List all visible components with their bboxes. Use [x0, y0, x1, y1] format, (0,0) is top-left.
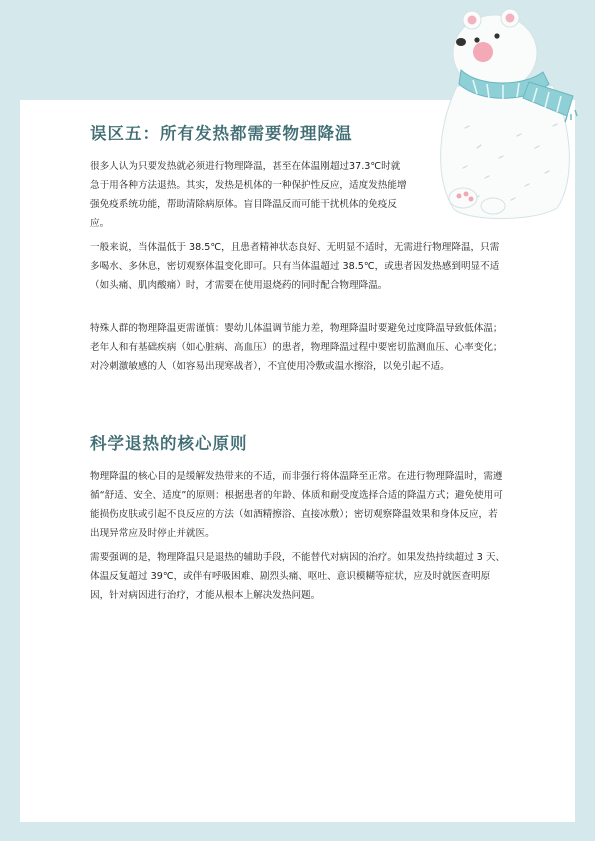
- polar-bear-with-scarf-icon: [425, 8, 585, 223]
- paragraph: 需要强调的是，物理降温只是退热的辅助手段，不能替代对病因的治疗。如果发热持续超过 3 天、体温反复超过 39℃，或伴有呼吸困难、剧烈头痛、呕吐、意识模糊等症状，应及时就医查明原因，针对病因进行治疗，才能从根本上解决发热问题。: [90, 552, 506, 601]
- section-heading-misconception-5: 误区五：所有发热都需要物理降温: [90, 124, 353, 143]
- paragraph: 物理降温的核心目的是缓解发热带来的不适，而非强行将体温降至正常。在进行物理降温时，需遵循“舒适、安全、适度”的原则：根据患者的年龄、体质和耐受度选择合适的降温方式；避免使用可能损伤皮肤或引起不良反应的方法（如酒精擦浴、直接冰敷）；密切观察降温效果和身体反应，若出现异常应及时停止并就医。: [90, 471, 503, 539]
- paragraph: 一般来说，当体温低于 38.5℃，且患者精神状态良好、无明显不适时，无需进行物理降温，只需多喝水、多休息，密切观察体温变化即可。只有当体温超过 38.5℃，或患者因发热感到明显不适（如头痛、肌肉酸痛）时，才需要在使用退烧药的同时配合物理降温。: [90, 242, 500, 291]
- paragraph: 特殊人群的物理降温更需谨慎：婴幼儿体温调节能力差，物理降温时要避免过度降温导致低体温；老年人和有基础疾病（如心脏病、高血压）的患者，物理降温过程中要密切监测血压、心率变化；对冷刺激敏感的人（如容易出现寒战者），不宜使用冷敷或温水擦浴，以免引起不适。: [90, 323, 503, 372]
- section-heading-core-principles: 科学退热的核心原则: [90, 434, 248, 453]
- paragraph: 很多人认为只要发热就必须进行物理降温，甚至在体温刚超过37.3℃时就急于用各种方法退热。其实，发热是机体的一种保护性反应，适度发热能增强免疫系统功能，帮助清除病原体。盲目降温反而可能干扰机体的免疫反应。: [90, 161, 407, 229]
